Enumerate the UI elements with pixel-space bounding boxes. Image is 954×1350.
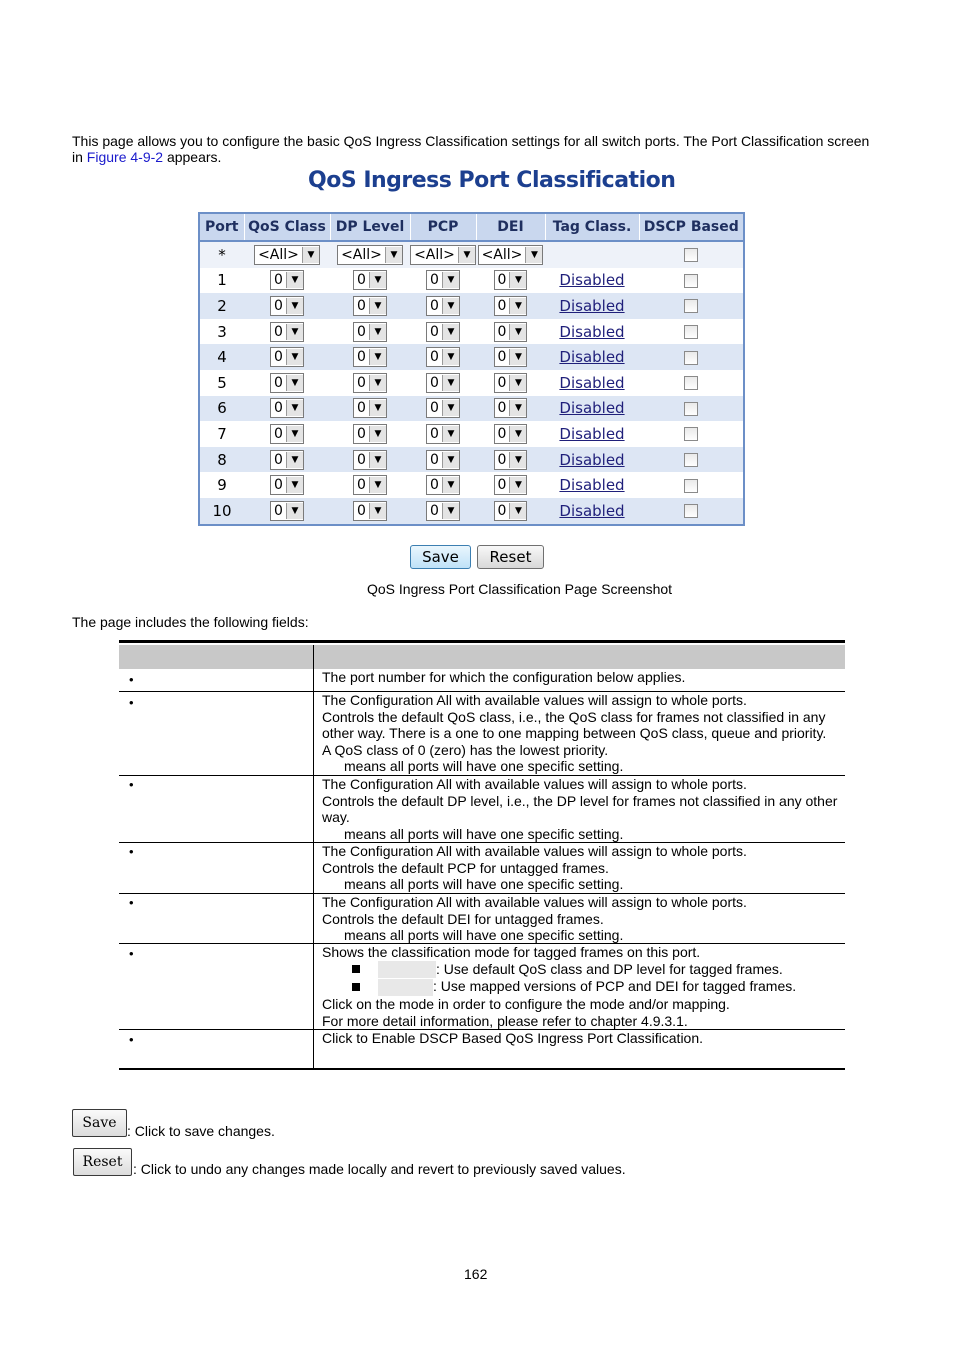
- qos-class-select[interactable]: 0 ▼: [270, 347, 304, 367]
- dp-level-select[interactable]: 0 ▼: [353, 398, 387, 418]
- dp-level-select[interactable]: 0 ▼: [353, 373, 387, 393]
- chevron-down-icon: ▼: [286, 503, 303, 519]
- chevron-down-icon: ▼: [509, 400, 526, 416]
- square-bullet-icon: [352, 965, 360, 973]
- pcp-all-select[interactable]: <All> ▼: [410, 245, 476, 265]
- chevron-down-icon: ▼: [286, 477, 303, 493]
- chevron-down-icon: ▼: [302, 247, 319, 263]
- pcp-select[interactable]: 0 ▼: [426, 424, 460, 444]
- dei-select[interactable]: 0 ▼: [494, 296, 528, 316]
- dei-select[interactable]: 0 ▼: [494, 347, 528, 367]
- save-description: : Click to save changes.: [127, 1123, 275, 1139]
- tag-class-link[interactable]: Disabled: [559, 322, 625, 341]
- dscp-based-checkbox[interactable]: [684, 351, 698, 365]
- tag-class-link[interactable]: Disabled: [559, 373, 625, 392]
- field-row-pcp: • The Configuration All with available values will assign to whole ports. Controls the default PCP for untagged frames. means all ports will have one specific setting.: [119, 843, 845, 894]
- port-cell: 9: [199, 472, 244, 498]
- chevron-down-icon: ▼: [442, 400, 459, 416]
- chevron-down-icon: ▼: [286, 298, 303, 314]
- square-bullet-icon: [352, 983, 360, 991]
- dei-all-select[interactable]: <All> ▼: [478, 245, 544, 265]
- chevron-down-icon: ▼: [286, 272, 303, 288]
- pcp-select[interactable]: 0 ▼: [426, 373, 460, 393]
- chevron-down-icon: ▼: [442, 272, 459, 288]
- save-button-image[interactable]: Save: [72, 1109, 127, 1137]
- dp-level-select[interactable]: 0 ▼: [353, 347, 387, 367]
- intro-paragraph: This page allows you to configure the basic QoS Ingress Classification settings for all switch ports. The Port Classification screen in Figure 4-9-2 appears.: [72, 133, 870, 165]
- dei-select[interactable]: 0 ▼: [494, 450, 528, 470]
- port-cell: 7: [199, 421, 244, 447]
- all-ports-row: [199, 241, 744, 268]
- chevron-down-icon: ▼: [509, 349, 526, 365]
- table-row: [199, 498, 744, 525]
- chevron-down-icon: ▼: [369, 375, 386, 391]
- qos-class-select[interactable]: 0 ▼: [270, 398, 304, 418]
- port-cell: 4: [199, 344, 244, 370]
- chevron-down-icon: ▼: [509, 272, 526, 288]
- tag-class-link[interactable]: Disabled: [559, 296, 625, 315]
- qos-class-all-select[interactable]: <All> ▼: [254, 245, 320, 265]
- dp-level-select[interactable]: 0 ▼: [353, 501, 387, 521]
- table-row: [199, 319, 744, 345]
- table-row: [199, 472, 744, 498]
- pcp-select[interactable]: 0 ▼: [426, 347, 460, 367]
- chevron-down-icon: ▼: [385, 247, 402, 263]
- chevron-down-icon: ▼: [509, 324, 526, 340]
- port-cell: 2: [199, 293, 244, 319]
- chevron-down-icon: ▼: [369, 272, 386, 288]
- table-row: [199, 396, 744, 422]
- chevron-down-icon: ▼: [509, 452, 526, 468]
- chevron-down-icon: ▼: [458, 247, 475, 263]
- reset-button-image[interactable]: Reset: [73, 1148, 132, 1176]
- qos-class-select[interactable]: 0 ▼: [270, 270, 304, 290]
- table-row: [199, 268, 744, 294]
- dscp-based-checkbox[interactable]: [684, 453, 698, 467]
- chevron-down-icon: ▼: [442, 375, 459, 391]
- dscp-based-checkbox[interactable]: [684, 299, 698, 313]
- chevron-down-icon: ▼: [286, 324, 303, 340]
- figure-caption: QoS Ingress Port Classification Page Screenshot: [367, 581, 673, 597]
- tag-class-link[interactable]: Disabled: [559, 399, 625, 418]
- field-row-qos-class: • The Configuration All with available values will assign to whole ports. Controls the default QoS class, i.e., the QoS class for frames not classified in any other way. There is a one to one mapping between QoS class, queue and priority. A QoS class of 0 (zero) has the lowest priority. means all ports will have one specific setting.: [119, 692, 845, 776]
- dp-level-select[interactable]: 0 ▼: [353, 270, 387, 290]
- chevron-down-icon: ▼: [286, 400, 303, 416]
- dscp-based-checkbox[interactable]: [684, 402, 698, 416]
- table-row: [199, 370, 744, 396]
- chevron-down-icon: ▼: [509, 477, 526, 493]
- dscp-based-checkbox[interactable]: [684, 427, 698, 441]
- chevron-down-icon: ▼: [369, 349, 386, 365]
- qos-class-select[interactable]: 0 ▼: [270, 450, 304, 470]
- dei-select[interactable]: 0 ▼: [494, 373, 528, 393]
- chevron-down-icon: ▼: [369, 400, 386, 416]
- pcp-select[interactable]: 0 ▼: [426, 501, 460, 521]
- tag-class-link[interactable]: Disabled: [559, 501, 625, 520]
- dscp-based-checkbox[interactable]: [684, 274, 698, 288]
- page-number: 162: [464, 1266, 488, 1282]
- fields-intro: The page includes the following fields:: [72, 614, 309, 630]
- chevron-down-icon: ▼: [442, 426, 459, 442]
- pcp-select[interactable]: 0 ▼: [426, 296, 460, 316]
- tag-class-link[interactable]: Disabled: [559, 476, 625, 495]
- dscp-based-checkbox[interactable]: [684, 504, 698, 518]
- field-table-header: [119, 645, 845, 669]
- screenshot-reset-button[interactable]: Reset: [477, 545, 544, 569]
- dscp-based-checkbox[interactable]: [684, 376, 698, 390]
- col-pcp: PCP: [410, 213, 476, 241]
- tag-class-link[interactable]: Disabled: [559, 348, 625, 367]
- field-row-port: • The port number for which the configuration below applies.: [119, 669, 845, 692]
- table-row: [199, 344, 744, 370]
- dp-level-select[interactable]: 0 ▼: [353, 322, 387, 342]
- chevron-down-icon: ▼: [369, 452, 386, 468]
- chevron-down-icon: ▼: [442, 298, 459, 314]
- chevron-down-icon: ▼: [369, 298, 386, 314]
- figure-link[interactable]: Figure 4-9-2: [86, 149, 164, 165]
- tag-class-link[interactable]: Disabled: [559, 424, 625, 443]
- port-cell: 5: [199, 370, 244, 396]
- tag-class-link[interactable]: Disabled: [559, 271, 625, 290]
- port-cell: 10: [199, 498, 244, 525]
- chevron-down-icon: ▼: [509, 298, 526, 314]
- screenshot-title: QoS Ingress Port Classification: [308, 168, 676, 193]
- qos-class-select[interactable]: 0 ▼: [270, 296, 304, 316]
- port-cell: *: [199, 241, 244, 268]
- pcp-select[interactable]: 0 ▼: [426, 322, 460, 342]
- table-row: [199, 421, 744, 447]
- pcp-select[interactable]: 0 ▼: [426, 475, 460, 495]
- qos-class-select[interactable]: 0 ▼: [270, 501, 304, 521]
- field-row-dei: • The Configuration All with available values will assign to whole ports. Controls the default DEI for untagged frames. means all ports will have one specific setting.: [119, 894, 845, 944]
- pcp-select[interactable]: 0 ▼: [426, 450, 460, 470]
- chevron-down-icon: ▼: [369, 324, 386, 340]
- chevron-down-icon: ▼: [442, 477, 459, 493]
- chevron-down-icon: ▼: [442, 324, 459, 340]
- chevron-down-icon: ▼: [286, 349, 303, 365]
- chevron-down-icon: ▼: [442, 349, 459, 365]
- col-qos-class: QoS Class: [244, 213, 330, 241]
- dei-select[interactable]: 0 ▼: [494, 424, 528, 444]
- dp-level-select[interactable]: 0 ▼: [353, 296, 387, 316]
- col-tag-class: Tag Class.: [545, 213, 639, 241]
- chevron-down-icon: ▼: [509, 503, 526, 519]
- qos-class-select[interactable]: 0 ▼: [270, 322, 304, 342]
- field-row-dscp-based: • Click to Enable DSCP Based QoS Ingress Port Classification.: [119, 1030, 845, 1068]
- chevron-down-icon: ▼: [442, 503, 459, 519]
- dei-select[interactable]: 0 ▼: [494, 501, 528, 521]
- chevron-down-icon: ▼: [286, 426, 303, 442]
- chevron-down-icon: ▼: [369, 426, 386, 442]
- chevron-down-icon: ▼: [525, 247, 542, 263]
- pcp-select[interactable]: 0 ▼: [426, 270, 460, 290]
- dp-level-select[interactable]: 0 ▼: [353, 475, 387, 495]
- chevron-down-icon: ▼: [442, 452, 459, 468]
- dei-select[interactable]: 0 ▼: [494, 398, 528, 418]
- qos-class-select[interactable]: 0 ▼: [270, 475, 304, 495]
- chevron-down-icon: ▼: [509, 426, 526, 442]
- chevron-down-icon: ▼: [509, 375, 526, 391]
- pcp-select[interactable]: 0 ▼: [426, 398, 460, 418]
- port-cell: 8: [199, 447, 244, 473]
- dp-level-all-select[interactable]: <All> ▼: [337, 245, 403, 265]
- col-dei: DEI: [476, 213, 545, 241]
- dscp-based-all-checkbox[interactable]: [684, 248, 698, 262]
- reset-description: : Click to undo any changes made locally and revert to previously saved values.: [133, 1161, 626, 1177]
- field-row-dp-level: • The Configuration All with available values will assign to whole ports. Controls the default DP level, i.e., the DP level for frames not classified in any other way. means all ports will have one specific setting.: [119, 776, 845, 843]
- chevron-down-icon: ▼: [286, 452, 303, 468]
- chevron-down-icon: ▼: [369, 477, 386, 493]
- dei-select[interactable]: 0 ▼: [494, 270, 528, 290]
- qos-class-select[interactable]: 0 ▼: [270, 373, 304, 393]
- dei-select[interactable]: 0 ▼: [494, 322, 528, 342]
- tag-class-link[interactable]: Disabled: [559, 450, 625, 469]
- table-row: [199, 293, 744, 319]
- dei-select[interactable]: 0 ▼: [494, 475, 528, 495]
- field-row-tag-class: • Shows the classification mode for tagged frames on this port. : Use default QoS class and DP level for tagged frames. : Use mapped versions of PCP and DEI for tagged frames. Click on the mode in order to configure the mode and/or mapping. For more detail information, please refer to chapter 4.9.3.1.: [119, 944, 845, 1030]
- col-dscp-based: DSCP Based: [639, 213, 744, 241]
- dscp-based-checkbox[interactable]: [684, 479, 698, 493]
- col-port: Port: [199, 213, 244, 241]
- chevron-down-icon: ▼: [369, 503, 386, 519]
- col-dp-level: DP Level: [330, 213, 410, 241]
- port-cell: 6: [199, 396, 244, 422]
- dp-level-select[interactable]: 0 ▼: [353, 424, 387, 444]
- table-row: [199, 447, 744, 473]
- classification-table: [198, 212, 745, 526]
- port-cell: 3: [199, 319, 244, 345]
- chevron-down-icon: ▼: [286, 375, 303, 391]
- dscp-based-checkbox[interactable]: [684, 325, 698, 339]
- port-cell: 1: [199, 268, 244, 294]
- dp-level-select[interactable]: 0 ▼: [353, 450, 387, 470]
- qos-class-select[interactable]: 0 ▼: [270, 424, 304, 444]
- screenshot-save-button[interactable]: Save: [410, 545, 471, 569]
